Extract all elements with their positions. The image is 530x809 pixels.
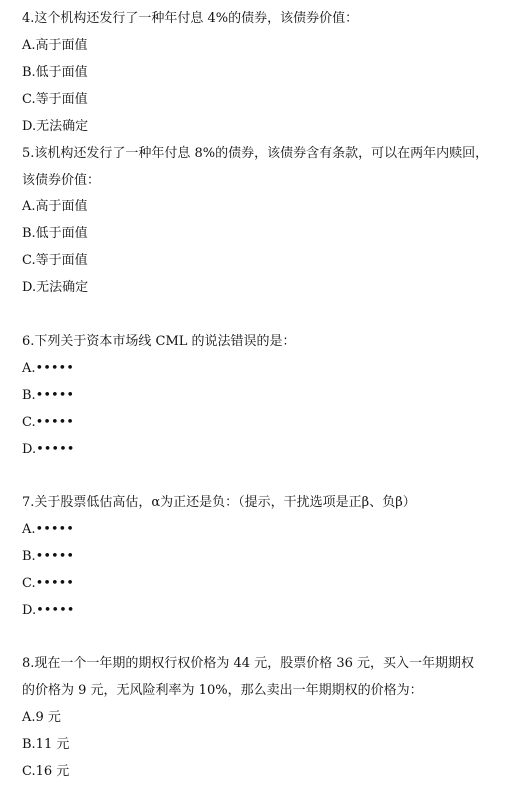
question-4-text: 4.这个机构还发行了一种年付息 4%的债券，该债券价值： — [22, 11, 359, 26]
question-6-option-c: C.••••• — [22, 415, 74, 430]
question-4-option-c: C.等于面值 — [22, 92, 88, 107]
question-8-option-a: A.9 元 — [22, 710, 61, 725]
question-8-text-line-2: 的价格为 9 元，无风险利率为 10%，那么卖出一年期期权的价格为： — [22, 683, 423, 698]
question-7-option-c: C.••••• — [22, 576, 74, 591]
question-5-option-d: D.无法确定 — [22, 280, 89, 295]
question-7-option-d: D.••••• — [22, 603, 75, 618]
question-5-text-line-1: 5.该机构还发行了一种年付息 8%的债券，该债券含有条款，可以在两年内赎回， — [22, 146, 489, 161]
question-5-option-c: C.等于面值 — [22, 253, 88, 268]
question-8-text-line-1: 8.现在一个一年期的期权行权价格为 44 元，股票价格 36 元，买入一年期期权 — [22, 656, 475, 671]
question-5-text-line-2: 该债券价值： — [22, 173, 101, 188]
question-7-text: 7.关于股票低估高估，α为正还是负：（提示，干扰选项是正β、负β） — [22, 495, 416, 510]
question-6-option-b: B.••••• — [22, 388, 75, 403]
question-6-text: 6.下列关于资本市场线 CML 的说法错误的是： — [22, 334, 296, 349]
question-4-option-a: A.高于面值 — [22, 38, 88, 53]
question-4-option-b: B.低于面值 — [22, 65, 88, 80]
question-6-option-d: D.••••• — [22, 442, 75, 457]
question-7-option-b: B.••••• — [22, 549, 75, 564]
question-5-option-a: A.高于面值 — [22, 199, 88, 214]
question-4-option-d: D.无法确定 — [22, 119, 89, 134]
question-7-option-a: A.••••• — [22, 522, 74, 537]
question-8-option-c: C.16 元 — [22, 764, 70, 779]
question-5-option-b: B.低于面值 — [22, 226, 88, 241]
question-8-option-b: B.11 元 — [22, 737, 70, 752]
question-6-option-a: A.••••• — [22, 361, 74, 376]
